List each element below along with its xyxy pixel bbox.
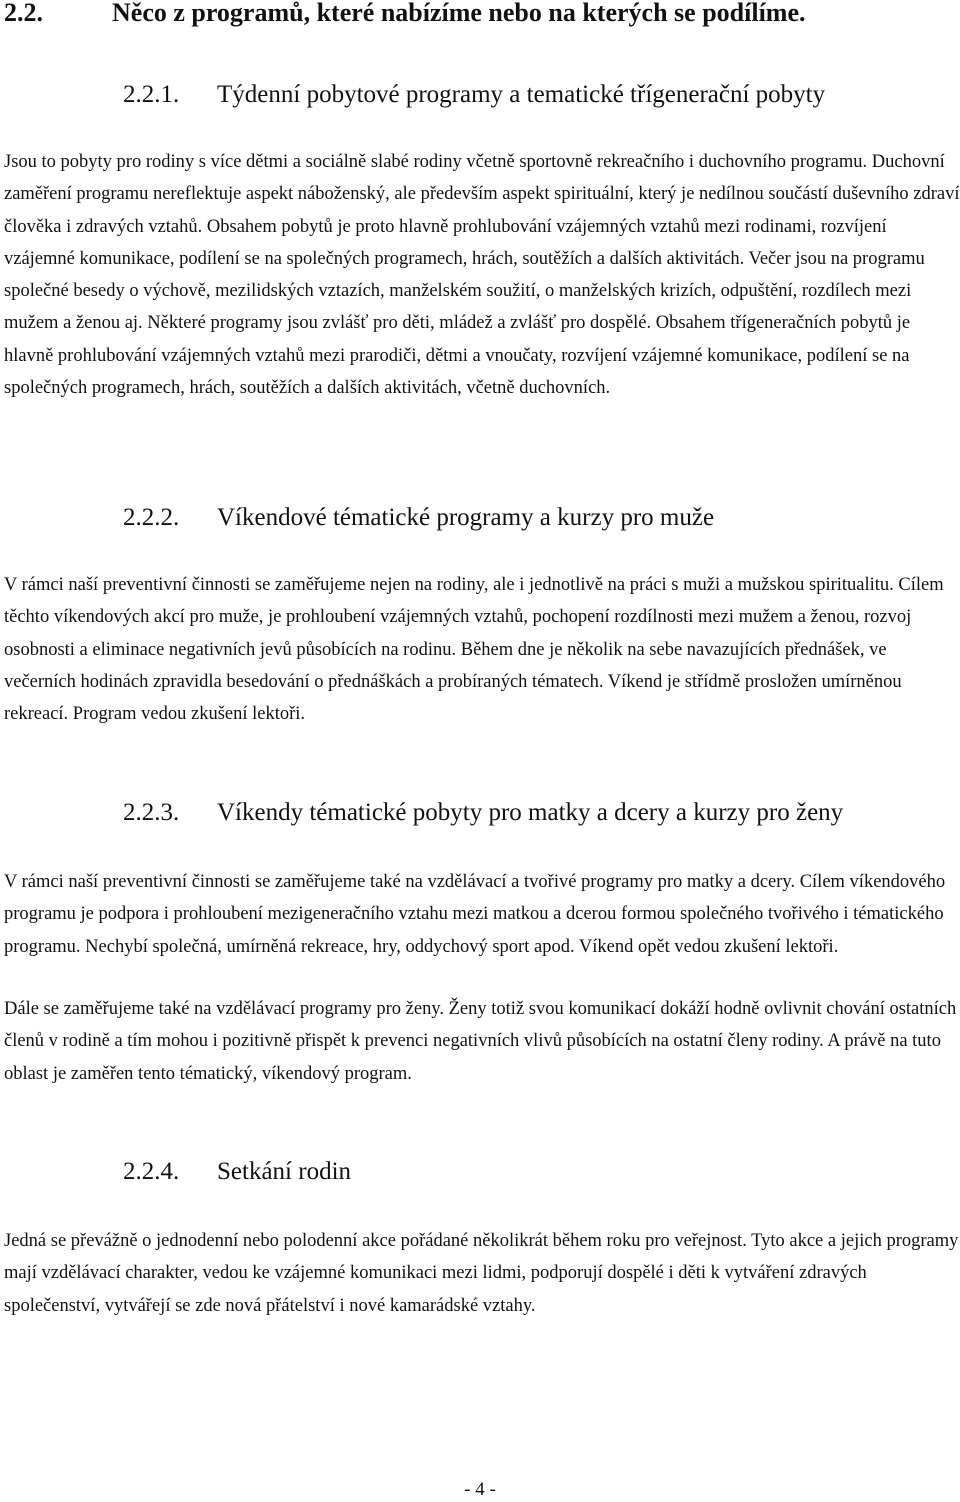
- paragraph: V rámci naší preventivní činnosti se zaměřujeme nejen na rodiny, ale i jednotlivě na práci s muži a mužskou spiritualitu. Cílem těchto víkendových akcí pro muže, je prohloubení vzájemných vztahů, pochopení rozdílnosti mezi mužem a ženou, rozvoj osobnosti a eliminace negativních jevů působících na rodinu. Během dne je několik na sebe navazujících přednášek, ve večerních hodinách zpravidla besedování o přednáškách a probíraných tématech. Víkend je střídmě prosložen umírněnou rekreací. Program vedou zkušení lektoři.: [4, 575, 944, 725]
- subsection-number: 2.2.3.: [123, 799, 180, 826]
- subsection-title: Víkendové tématické programy a kurzy pro muže: [217, 504, 715, 531]
- subsection-number: 2.2.1.: [123, 81, 180, 108]
- paragraph: Dále se zaměřujeme také na vzdělávací programy pro ženy. Ženy totiž svou komunikací dokáží hodně ovlivnit chování ostatních členů v rodině a tím mohou i pozitivně přispět k prevenci negativních vlivů působících na ostatní členy rodiny. A právě na tuto oblast je zaměřen tento tématický, víkendový program.: [4, 999, 957, 1084]
- subsection-title: Setkání rodin: [217, 1158, 352, 1185]
- subsection-heading-2: [123, 503, 714, 533]
- subsection-number: 2.2.4.: [123, 1158, 180, 1185]
- subsection-heading-1: [123, 80, 825, 110]
- paragraph: Jsou to pobyty pro rodiny s více dětmi a sociálně slabé rodiny včetně sportovně rekreačního i duchovního programu. Duchovní zaměření programu nereflektuje aspekt náboženský, ale především aspekt spirituální, který je nedílnou součástí duševního zdraví člověka i zdravých vztahů. Obsahem pobytů je proto hlavně prohlubování vzájemných vztahů mezi rodinami, rozvíjení vzájemné komunikace, podílení se na společných programech, hrách, soutěžích a dalších aktivitách. Večer jsou na programu společné besedy o výchově, mezilidských vztazích, manželském soužití, o manželských krizích, odpuštění, rozdílech mezi mužem a ženou aj. Některé programy jsou zvlášť pro děti, mládež a zvlášť pro dospělé. Obsahem třígeneračních pobytů je hlavně prohlubování vzájemných vztahů mezi prarodiči, dětmi a vnoučaty, rozvíjení vzájemné komunikace, podílení se na společných programech, hrách, soutěžích a dalších aktivitách, včetně duchovních.: [4, 152, 960, 399]
- subsection-heading-4: [123, 1157, 351, 1187]
- page-number: - 4 -: [464, 1479, 496, 1500]
- section-number: 2.2.: [4, 0, 43, 27]
- section-title: Něco z programů, které nabízíme nebo na kterých se podílíme.: [112, 0, 806, 27]
- subsection-heading-3: [123, 798, 843, 828]
- paragraph: Jedná se převážně o jednodenní nebo polodenní akce pořádané několikrát během roku pro veřejnost. Tyto akce a jejich programy mají vzdělávací charakter, vedou ke vzájemné komunikaci mezi lidmi, podporují dospělé i děti k vytváření zdravých společenství, vytvářejí se zde nová přátelství i nové kamarádské vztahy.: [4, 1231, 959, 1316]
- subsection-title: Týdenní pobytové programy a tematické třígenerační pobyty: [217, 81, 826, 108]
- paragraph: V rámci naší preventivní činnosti se zaměřujeme také na vzdělávací a tvořivé programy pro matky a dcery. Cílem víkendového programu je podpora i prohloubení mezigeneračního vztahu mezi matkou a dcerou formou společného tvořivého i tématického programu. Nechybí společná, umírněná rekreace, hry, oddychový sport apod. Víkend opět vedou zkušení lektoři.: [4, 872, 946, 957]
- section-heading: [4, 0, 806, 28]
- subsection-title: Víkendy tématické pobyty pro matky a dcery a kurzy pro ženy: [217, 799, 844, 826]
- subsection-number: 2.2.2.: [123, 504, 180, 531]
